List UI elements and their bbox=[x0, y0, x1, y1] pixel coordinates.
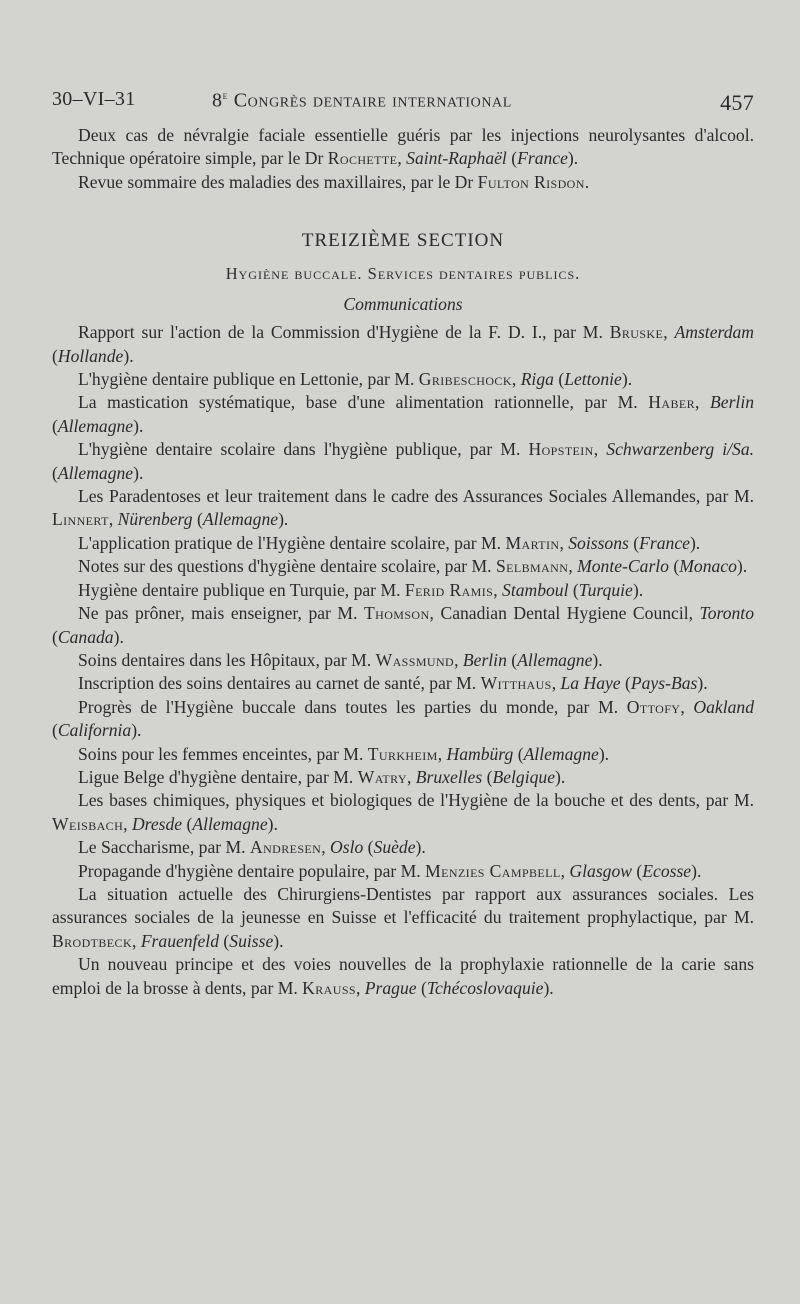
entry-text: Revue sommaire des maladies des maxillaires, par le Dr bbox=[78, 171, 478, 192]
entry-text: Soins dentaires dans les Hôpitaux, par M. bbox=[78, 649, 376, 670]
entry-paren: ( bbox=[192, 509, 203, 530]
entry-city: Saint-Raphaël bbox=[406, 148, 507, 169]
entry-end: ). bbox=[555, 766, 566, 787]
entry-text: Rapport sur l'action de la Commission d'Hygiène de la F. D. I., par M. bbox=[78, 322, 610, 343]
communication-entry bbox=[52, 953, 754, 1000]
entry-separator: , bbox=[406, 766, 416, 787]
entry-country: Monaco bbox=[679, 556, 737, 577]
entry-city: Riga bbox=[520, 369, 554, 390]
author-name: Martin bbox=[505, 532, 560, 553]
entry-separator: , bbox=[108, 509, 118, 530]
entry-end: ). bbox=[273, 930, 284, 951]
communication-entry bbox=[52, 579, 754, 602]
author-name: Watry bbox=[357, 766, 407, 787]
entry-city: Soissons bbox=[568, 532, 629, 553]
communication-entry bbox=[52, 438, 754, 485]
entry-paren: ( bbox=[628, 532, 640, 553]
communication-entry bbox=[52, 602, 754, 649]
author-name: Rochette bbox=[327, 148, 398, 169]
entry-separator: , bbox=[321, 837, 331, 858]
author-name: Gribeschock bbox=[418, 369, 512, 390]
entry-country: France bbox=[639, 532, 690, 553]
entry-text: Progrès de l'Hygiène buccale dans toutes les parties du monde, par M. bbox=[78, 696, 627, 717]
entry-city: Monte-Carlo bbox=[577, 556, 669, 577]
entry-end: ). bbox=[592, 649, 603, 670]
communication-entry bbox=[52, 321, 754, 368]
entry-text: Inscription des soins dentaires au carnet de santé, par M. bbox=[78, 673, 481, 694]
entry-end: ). bbox=[689, 532, 701, 553]
communication-entry bbox=[52, 883, 754, 953]
entry-country: Suède bbox=[373, 837, 416, 858]
communication-entry bbox=[52, 532, 754, 555]
entry-separator: , Canadian Dental Hygiene Council, bbox=[429, 603, 700, 624]
entry-text: Propagande d'hygiène dentaire populaire, par M. bbox=[78, 860, 426, 881]
entry-city: Glasgow bbox=[569, 860, 632, 881]
entry-end: ). bbox=[621, 369, 633, 390]
entry-city: Hambürg bbox=[446, 743, 514, 764]
header-congress-title bbox=[212, 88, 512, 113]
header-congress-name: Congrès dentaire international bbox=[228, 89, 512, 112]
author-name: Hopstein bbox=[528, 439, 594, 460]
author-name: Linnert bbox=[52, 509, 109, 530]
entry-city: Berlin bbox=[462, 649, 507, 670]
entry-country: Hollande bbox=[57, 345, 124, 366]
entry-paren: ( bbox=[668, 556, 680, 577]
entry-text: Deux cas de névralgie faciale essentielle guéris par les injections neurolysantes d'alcool. Technique opératoire simple, par le Dr bbox=[52, 125, 754, 169]
entry-end: ). bbox=[567, 148, 579, 169]
entry-end: ). bbox=[133, 415, 144, 436]
entry-paren: ( bbox=[568, 579, 579, 600]
communication-entry bbox=[52, 672, 754, 695]
entry-country: Suisse bbox=[229, 930, 274, 951]
entry-country: Allemagne bbox=[57, 462, 134, 483]
author-name: Turkheim bbox=[367, 743, 438, 764]
entry-paren: ( bbox=[52, 415, 58, 436]
entry-separator: , bbox=[560, 860, 570, 881]
entry-paren: ( bbox=[52, 626, 58, 647]
entry-country: Lettonie bbox=[564, 369, 622, 390]
entry-separator: , bbox=[680, 696, 694, 717]
entry-country: Allemagne bbox=[57, 415, 134, 436]
entry-paren: ( bbox=[482, 766, 493, 787]
page-number: 457 bbox=[720, 90, 754, 115]
communications-heading: Communications bbox=[343, 294, 463, 315]
entry-text: Hygiène dentaire publique en Turquie, par M. bbox=[78, 579, 405, 600]
author-name: Thomson bbox=[363, 603, 430, 624]
header-date: 30–VI–31 bbox=[52, 88, 136, 110]
entry-end: . bbox=[584, 171, 590, 192]
author-name: Selbmann bbox=[495, 556, 569, 577]
entry-separator: , bbox=[568, 556, 578, 577]
communication-entry bbox=[52, 766, 754, 789]
entry-paren: ( bbox=[620, 673, 631, 694]
entry-country: France bbox=[517, 148, 568, 169]
author-name: Brodtbeck bbox=[52, 930, 133, 951]
entry-end: ). bbox=[697, 673, 708, 694]
entry-country: Ecosse bbox=[642, 860, 692, 881]
entry-text: Ne pas prôner, mais enseigner, par M. bbox=[78, 603, 364, 624]
entry-end: ). bbox=[543, 977, 554, 998]
entry-city: Oslo bbox=[330, 837, 364, 858]
entry-separator: , bbox=[437, 743, 447, 764]
entry-country: Allemagne bbox=[517, 649, 593, 670]
author-name: Ottofy bbox=[626, 696, 681, 717]
entry-paren: ( bbox=[506, 649, 518, 670]
entry-separator: , bbox=[397, 148, 407, 169]
entry-country: California bbox=[57, 720, 132, 741]
author-name: Bruske bbox=[609, 322, 664, 343]
entry-end: ). bbox=[133, 462, 144, 483]
entry-city: Dresde bbox=[131, 813, 183, 834]
entry-country: Allemagne bbox=[523, 743, 599, 764]
author-name: Krauss bbox=[302, 977, 356, 998]
entry-text: Soins pour les femmes enceintes, par M. bbox=[78, 743, 368, 764]
communication-entry bbox=[52, 555, 754, 578]
entry-separator: , bbox=[355, 977, 365, 998]
entry-separator: , bbox=[663, 322, 675, 343]
entry-separator: , bbox=[511, 369, 521, 390]
entry-paren: ( bbox=[632, 860, 643, 881]
entry-city: Oakland bbox=[693, 696, 754, 717]
entry-city: Prague bbox=[364, 977, 417, 998]
entry-text: La mastication systématique, base d'une alimentation rationnelle, par M. bbox=[78, 392, 649, 413]
entry-paren: ( bbox=[52, 462, 58, 483]
entry-separator: , bbox=[454, 649, 463, 670]
author-name: Andresen bbox=[249, 837, 322, 858]
entry-city: Bruxelles bbox=[415, 766, 483, 787]
entry-city: Frauenfeld bbox=[140, 930, 219, 951]
author-name: Menzies Campbell bbox=[425, 860, 561, 881]
entry-end: ). bbox=[632, 579, 644, 600]
author-name: Ferid Ramis bbox=[404, 579, 494, 600]
entry-country: Turquie bbox=[578, 579, 633, 600]
entry-text: Un nouveau principe et des voies nouvelles de la prophylaxie rationnelle de la carie sans emploi de la brosse à dents, par M. bbox=[52, 954, 754, 998]
author-name: Wassmund bbox=[375, 649, 455, 670]
author-name: Fulton Risdon bbox=[477, 171, 585, 192]
entry-country: Pays-Bas bbox=[630, 673, 698, 694]
entry-text: La situation actuelle des Chirurgiens-Dentistes par rapport aux assurances sociales. Les assurances sociales de la jeunesse en Suisse et l'efficacité du traitement prophylactique, par M. bbox=[52, 883, 754, 928]
entry-end: ). bbox=[113, 626, 124, 647]
section-title: TREIZIÈME SECTION bbox=[301, 230, 505, 252]
entry-city: Schwarzenberg i/Sa. bbox=[606, 439, 755, 460]
entry-end: ). bbox=[598, 743, 610, 764]
entry-text: Les Paradentoses et leur traitement dans le cadre des Assurances Sociales Allemandes, par M. bbox=[78, 486, 754, 507]
entry-paren: ( bbox=[363, 837, 374, 858]
author-name: Weisbach bbox=[52, 813, 124, 834]
entry-separator: , bbox=[132, 930, 141, 951]
entry-separator: , bbox=[493, 579, 503, 600]
entry-country: Allemagne bbox=[192, 813, 268, 834]
entry-separator: , bbox=[559, 532, 569, 553]
entry-text: L'hygiène dentaire publique en Lettonie, par M. bbox=[78, 369, 419, 390]
entry-end: ). bbox=[123, 345, 134, 366]
entry-city: Nürenberg bbox=[117, 509, 193, 530]
entry-text: Notes sur des questions d'hygiène dentaire scolaire, par M. bbox=[78, 556, 496, 577]
entry-city: Toronto bbox=[699, 603, 754, 624]
entry-text: L'application pratique de l'Hygiène dentaire scolaire, par M. bbox=[78, 532, 506, 553]
running-header bbox=[52, 82, 754, 116]
entry-end: ). bbox=[691, 860, 702, 881]
entry-text: Les bases chimiques, physiques et biologiques de l'Hygiène de la bouche et des dents, par M. bbox=[78, 790, 754, 811]
communications-list bbox=[52, 321, 754, 1000]
entry-separator: , bbox=[123, 813, 132, 834]
intro-entries bbox=[52, 124, 754, 194]
entry-end: ). bbox=[415, 837, 426, 858]
entry-city: Berlin bbox=[710, 392, 755, 413]
entry-paren: ( bbox=[506, 148, 518, 169]
communication-entry bbox=[52, 391, 754, 438]
entry-paren: ( bbox=[52, 720, 58, 741]
entry-paren: ( bbox=[182, 813, 193, 834]
communication-entry bbox=[52, 368, 754, 391]
entry-city: La Haye bbox=[560, 673, 621, 694]
section-subtitle: Hygiène buccale. Services dentaires publics. bbox=[225, 264, 581, 284]
page-body bbox=[52, 124, 754, 1000]
entry-end: ). bbox=[736, 556, 748, 577]
entry-end: ). bbox=[267, 813, 278, 834]
entry-country: Allemagne bbox=[202, 509, 279, 530]
entry-paren: ( bbox=[219, 930, 230, 951]
entry-paren: ( bbox=[416, 977, 427, 998]
entry-city: Stamboul bbox=[502, 579, 569, 600]
communication-entry bbox=[52, 124, 754, 171]
author-name: Haber bbox=[648, 392, 695, 413]
communication-entry bbox=[52, 171, 754, 194]
entry-city: Amsterdam bbox=[674, 322, 754, 343]
communication-entry bbox=[52, 860, 754, 883]
entry-paren: ( bbox=[513, 743, 524, 764]
communication-entry bbox=[52, 696, 754, 743]
entry-country: Belgique bbox=[492, 766, 556, 787]
communication-entry bbox=[52, 836, 754, 859]
communication-entry bbox=[52, 649, 754, 672]
communication-entry bbox=[52, 485, 754, 532]
entry-country: Canada bbox=[57, 626, 114, 647]
communication-entry bbox=[52, 789, 754, 836]
entry-separator: , bbox=[695, 392, 711, 413]
header-ordinal-suffix: e bbox=[222, 88, 229, 102]
author-name: Witthaus bbox=[480, 673, 552, 694]
header-ordinal: 8 bbox=[212, 89, 223, 112]
communication-entry bbox=[52, 743, 754, 766]
entry-paren: ( bbox=[553, 369, 565, 390]
entry-text: Ligue Belge d'hygiène dentaire, par M. bbox=[78, 766, 358, 787]
entry-text: L'hygiène dentaire scolaire dans l'hygiène publique, par M. bbox=[78, 439, 529, 460]
entry-end: ). bbox=[278, 509, 289, 530]
entry-text: Le Saccharisme, par M. bbox=[78, 837, 250, 858]
entry-separator: , bbox=[551, 673, 561, 694]
entry-separator: , bbox=[593, 439, 607, 460]
entry-country: Tchécoslovaquie bbox=[426, 977, 544, 998]
entry-end: ). bbox=[131, 720, 142, 741]
entry-paren: ( bbox=[52, 345, 58, 366]
